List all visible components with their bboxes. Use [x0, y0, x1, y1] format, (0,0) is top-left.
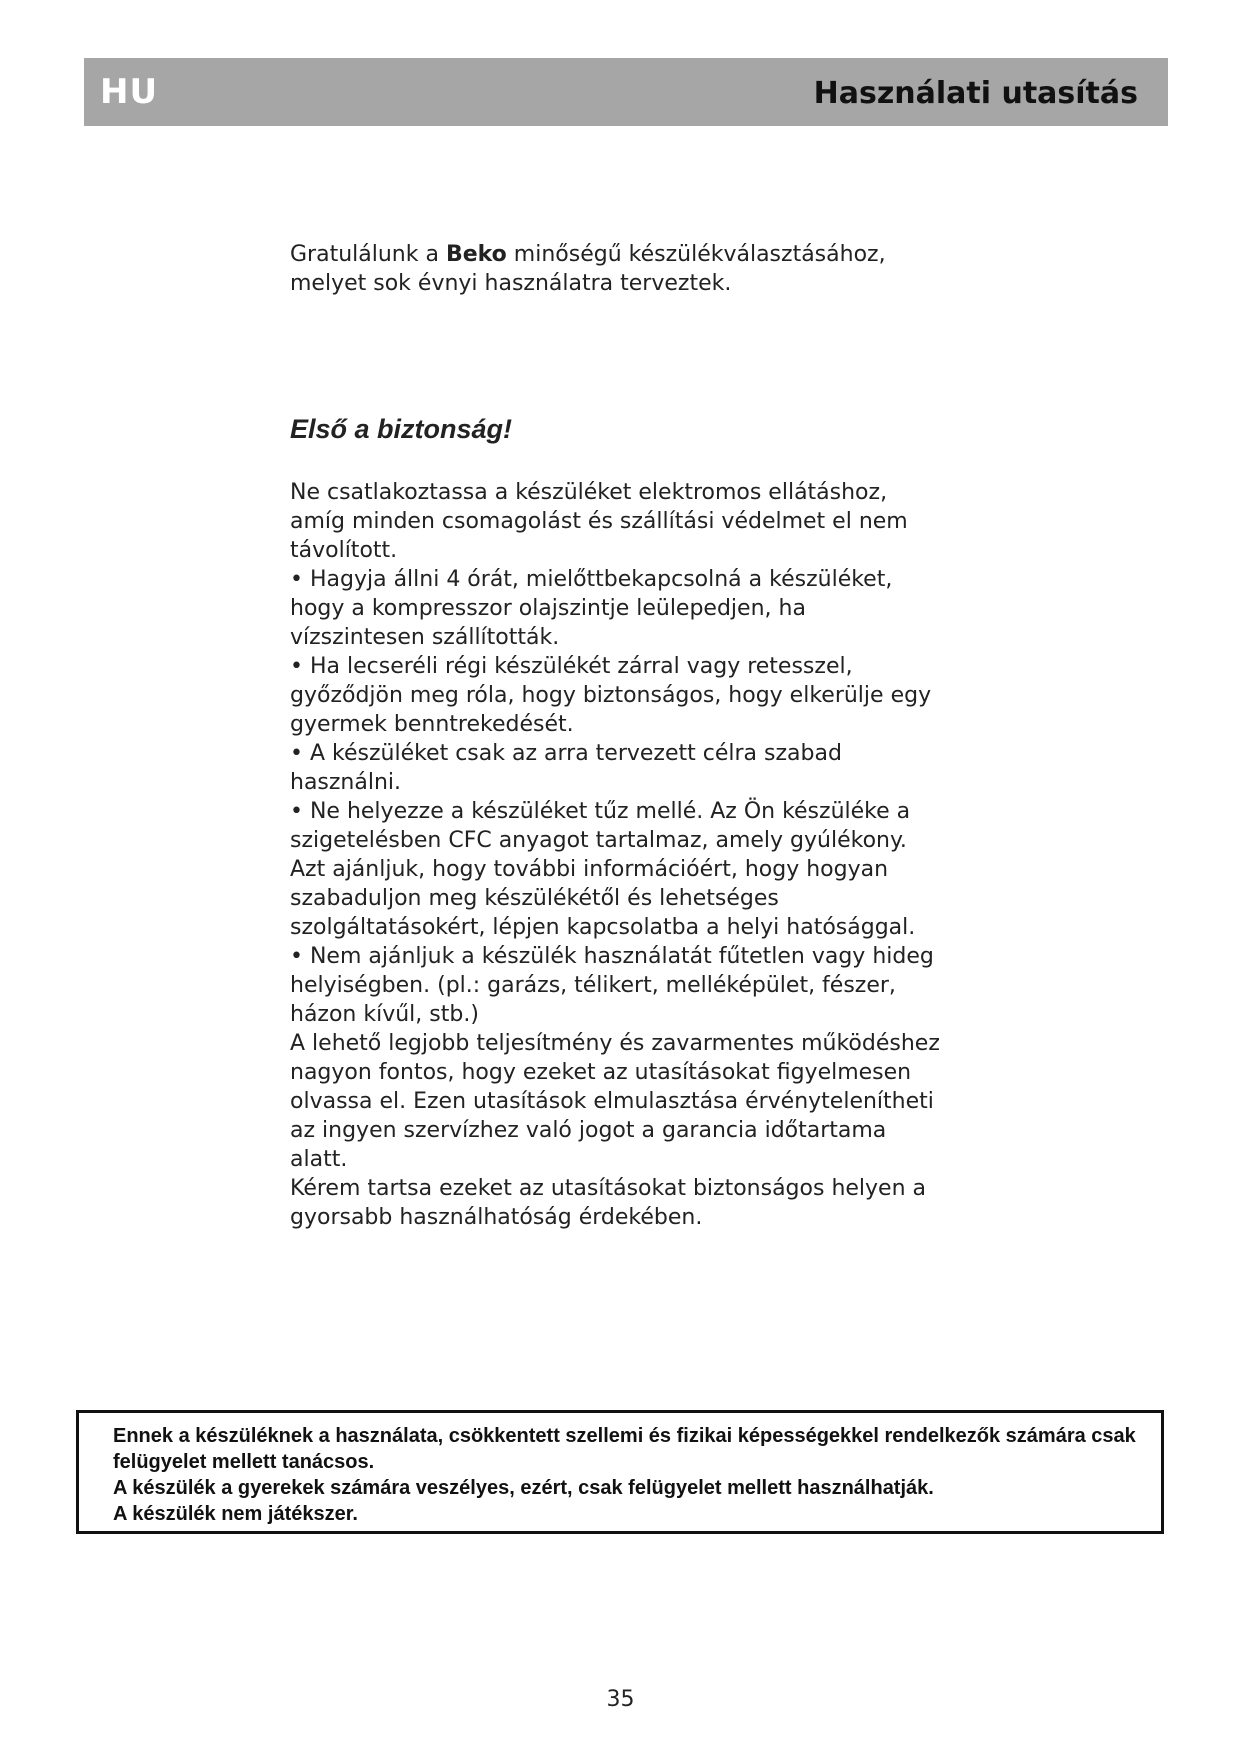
intro-suffix: minőségű készülékválasztásához, melyet sok évnyi használatra terveztek.: [290, 242, 886, 296]
intro-paragraph: [290, 240, 940, 298]
safety-paragraph: Kérem tartsa ezeket az utasításokat biztonságos helyen a gyorsabb használhatóság érdekében.: [290, 1176, 927, 1230]
language-code: HU: [100, 72, 159, 112]
safety-heading: Első a biztonság!: [290, 414, 513, 444]
safety-body: [290, 478, 940, 1232]
header-bar: [84, 58, 1168, 126]
warning-notice-box: [76, 1410, 1164, 1534]
notice-line: Ennek a készüléknek a használata, csökkentett szellemi és fizikai képességekkel rendelkezők számára csak felügyelet mellett tanácsos.: [113, 1425, 1136, 1473]
safety-bullet: • Hagyja állni 4 órát, mielőttbekapcsolná a készüléket, hogy a kompresszor olajszintje leülepedjen, ha vízszintesen szállították.: [290, 567, 893, 650]
safety-paragraph: A lehető legjobb teljesítmény és zavarmentes működéshez nagyon fontos, hogy ezeket az utasításokat figyelmesen olvassa el. Ezen utasítások elmulasztása érvénytelenítheti az ingyen szervízhez való jogot a garancia időtartama alatt.: [290, 1031, 940, 1172]
safety-paragraph: Ne csatlakoztassa a készüléket elektromos ellátáshoz, amíg minden csomagolást és szállítási védelmet el nem távolított.: [290, 480, 908, 563]
document-title: Használati utasítás: [813, 76, 1138, 111]
safety-bullet: • Nem ajánljuk a készülék használatát fűtetlen vagy hideg helyiségben. (pl.: garázs, télikert, melléképület, fészer, házon kívűl, stb.): [290, 944, 934, 1027]
safety-bullet: • A készüléket csak az arra tervezett célra szabad használni.: [290, 741, 842, 795]
safety-bullet: • Ne helyezze a készüléket tűz mellé. Az Ön készüléke a szigetelésben CFC anyagot tartalmaz, amely gyúlékony. Azt ajánljuk, hogy további információért, hogy hogyan szabaduljon meg készülékétől és lehetséges szolgáltatásokért, lépjen kapcsolatba a helyi hatósággal.: [290, 799, 916, 940]
notice-line: A készülék a gyerekek számára veszélyes, ezért, csak felügyelet mellett használhatják.: [113, 1477, 934, 1499]
brand-name: Beko: [445, 242, 507, 267]
intro-prefix: Gratulálunk a: [290, 242, 446, 267]
safety-bullet: • Ha lecseréli régi készülékét zárral vagy retesszel, győződjön meg róla, hogy biztonságos, hogy elkerülje egy gyermek benntrekedését.: [290, 654, 932, 737]
notice-line: A készülék nem játékszer.: [113, 1503, 358, 1525]
page-number: 35: [606, 1687, 635, 1712]
